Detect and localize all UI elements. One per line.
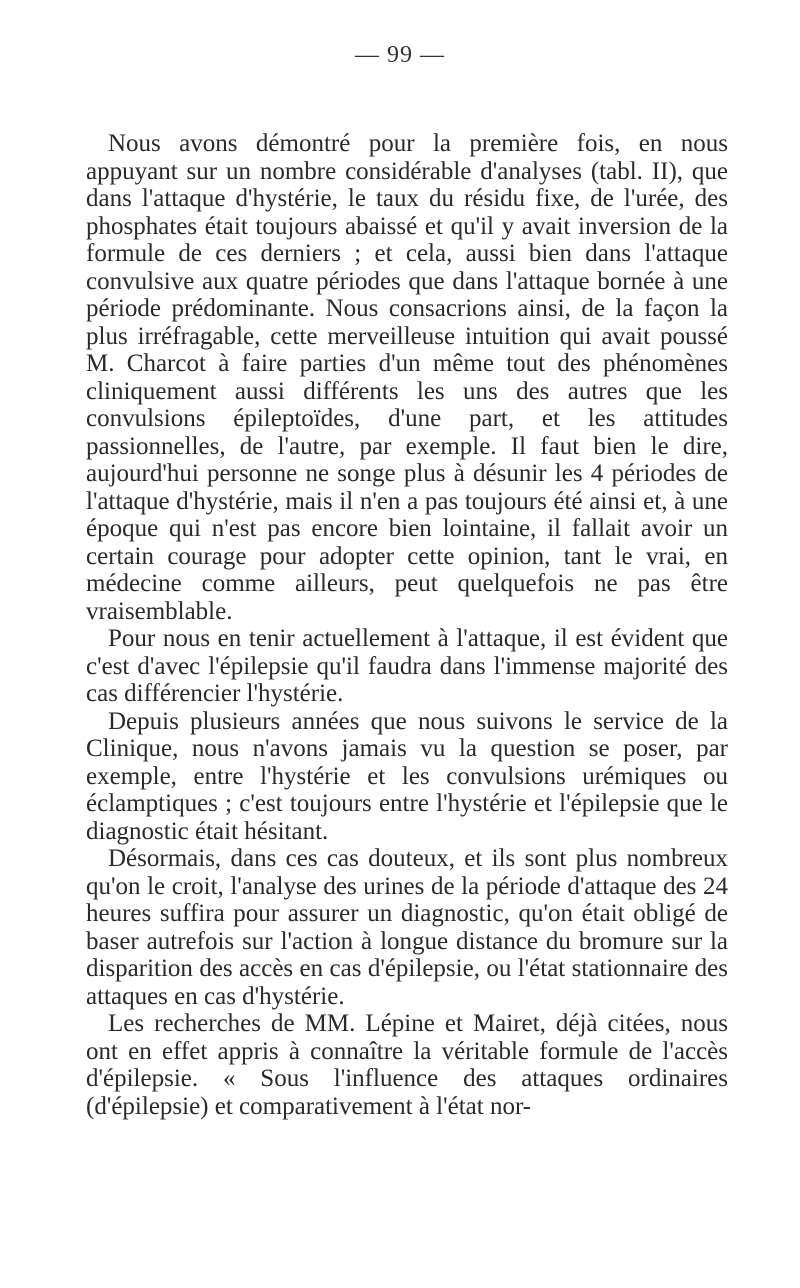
paragraph: Pour nous en tenir actuellement à l'attaque, il est évident que c'est d'avec l'épilepsie qu'il faudra dans l'immense majorité des cas différencier l'hystérie. (86, 625, 728, 707)
paragraph: Depuis plusieurs années que nous suivons le service de la Clinique, nous n'avons jamais vu la question se poser, par exemple, entre l'hystérie et les convulsions urémiques ou éclamptiques ; c'est toujours entre l'hystérie et l'épilepsie que le diagnostic était hésitant. (86, 707, 728, 845)
paragraph: Désormais, dans ces cas douteux, et ils sont plus nombreux qu'on le croit, l'analyse des urines de la période d'attaque des 24 heures suffira pour assurer un diagnostic, qu'on était obligé de baser autrefois sur l'action à longue distance du bromure sur la disparition des accès en cas d'épilepsie, ou l'état stationnaire des attaques en cas d'hystérie. (86, 845, 728, 1010)
paragraph: Nous avons démontré pour la première fois, en nous appuyant sur un nombre considérable d'analyses (tabl. II), que dans l'attaque d'hystérie, le taux du résidu fixe, de l'urée, des phosphates était toujours abaissé et qu'il y avait inversion de la formule de ces derniers ; et cela, aussi bien dans l'attaque convulsive aux quatre périodes que dans l'attaque bornée à une période prédominante. Nous consacrions ainsi, de la façon la plus irréfragable, cette merveilleuse intuition qui avait poussé M. Charcot à faire parties d'un même tout des phénomènes cliniquement aussi différents les uns des autres que les convulsions épileptoïdes, d'une part, et les attitudes passionnelles, de l'autre, par exemple. Il faut bien le dire, aujourd'hui personne ne songe plus à désunir les 4 périodes de l'attaque d'hystérie, mais il n'en a pas toujours été ainsi et, à une époque qui n'est pas encore bien lointaine, il fallait avoir un certain courage pour adopter cette opinion, tant le vrai, en médecine comme ailleurs, peut quelquefois ne pas être vraisemblable. (86, 130, 728, 625)
body-text (86, 130, 728, 1120)
page-number: — 99 — (355, 42, 445, 68)
paragraph: Les recherches de MM. Lépine et Mairet, déjà citées, nous ont en effet appris à connaître la véritable formule de l'accès d'épilepsie. « Sous l'influence des attaques ordinaires (d'épilepsie) et comparativement à l'état nor- (86, 1010, 728, 1120)
